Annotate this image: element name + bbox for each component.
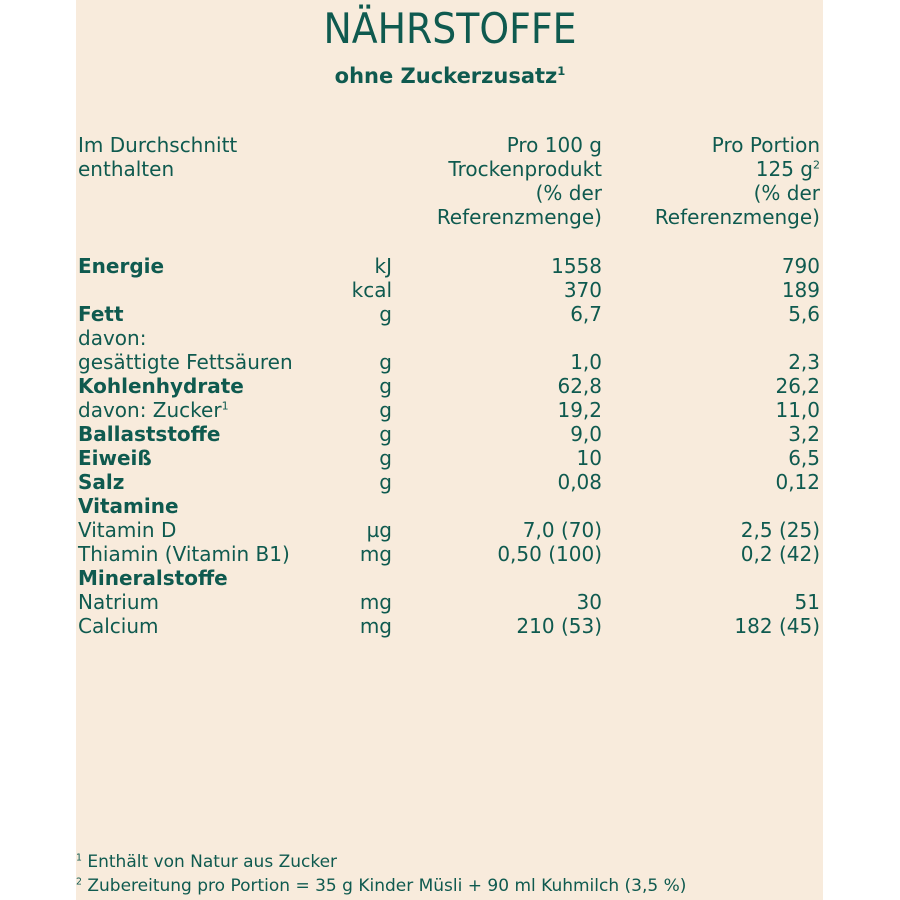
- row-label: [78, 374, 244, 398]
- table-row: [0, 302, 900, 326]
- row-label-text: Vitamine: [78, 494, 179, 518]
- row-label: [78, 494, 179, 518]
- row-unit: kcal: [351, 278, 392, 302]
- row-label-text: Mineralstoffe: [78, 566, 228, 590]
- row-unit: kJ: [374, 254, 392, 278]
- row-label-text: davon: Zucker: [78, 398, 222, 422]
- row-unit: µg: [366, 518, 392, 542]
- row-label: [78, 254, 164, 278]
- row-label: [78, 614, 159, 638]
- row-unit: g: [379, 374, 392, 398]
- row-unit: mg: [359, 542, 392, 566]
- row-label: [78, 590, 159, 614]
- row-label: [78, 566, 228, 590]
- table-row: [0, 326, 900, 350]
- row-label: [78, 518, 176, 542]
- row-value-per-100g: 370: [563, 278, 602, 302]
- table-row: [0, 374, 900, 398]
- header-label-line1: Im Durchschnitt: [78, 133, 238, 157]
- header-col2-line2: [600, 157, 820, 181]
- row-value-per-100g: 1,0: [570, 350, 602, 374]
- row-label-text: Fett: [78, 302, 124, 326]
- table-row: [0, 542, 900, 566]
- row-value-per-100g: 0,50 (100): [497, 542, 602, 566]
- table-row: [0, 446, 900, 470]
- footnote-2: [76, 875, 686, 897]
- row-label-text: gesättigte Fettsäuren: [78, 350, 293, 374]
- row-unit: mg: [359, 614, 392, 638]
- table-row: [0, 614, 900, 638]
- row-unit: g: [379, 350, 392, 374]
- footnote-1: [76, 851, 337, 873]
- row-label-text: Kohlenhydrate: [78, 374, 244, 398]
- footnote-text: Zubereitung pro Portion = 35 g Kinder Müsli + 90 ml Kuhmilch (3,5 %): [87, 876, 687, 896]
- table-row: [0, 518, 900, 542]
- row-value-per-portion: 26,2: [775, 374, 820, 398]
- row-label: [78, 326, 146, 350]
- row-unit: g: [379, 398, 392, 422]
- table-row: [0, 278, 900, 302]
- row-unit: g: [379, 302, 392, 326]
- header-label: [78, 133, 378, 181]
- header-col2-footnote-mark: 2: [813, 158, 820, 172]
- row-value-per-portion: 0,12: [775, 470, 820, 494]
- subtitle: [0, 64, 900, 88]
- row-value-per-portion: 51: [794, 590, 820, 614]
- page-title: NÄHRSTOFFE: [323, 4, 577, 53]
- row-label: [78, 350, 293, 374]
- row-label: [78, 302, 124, 326]
- row-label: [78, 542, 290, 566]
- header-col1-line2: Trockenprodukt: [448, 157, 602, 181]
- table-row: [0, 470, 900, 494]
- row-value-per-portion: 2,5 (25): [740, 518, 820, 542]
- header-col2-line4: Referenzmenge): [654, 205, 820, 229]
- subtitle-text: ohne Zuckerzusatz: [334, 64, 558, 88]
- header-label-line2: enthalten: [78, 157, 175, 181]
- row-label-text: Energie: [78, 254, 165, 278]
- row-label-text: Salz: [78, 470, 125, 494]
- header-col2-line1: Pro Portion: [711, 133, 820, 157]
- row-label-text: Calcium: [78, 614, 159, 638]
- row-value-per-100g: 6,7: [570, 302, 602, 326]
- row-label-text: Natrium: [78, 590, 159, 614]
- row-value-per-100g: 210 (53): [516, 614, 602, 638]
- row-value-per-portion: 189: [781, 278, 820, 302]
- row-value-per-100g: 7,0 (70): [522, 518, 602, 542]
- subtitle-footnote-mark: 1: [557, 64, 566, 78]
- row-unit: g: [379, 446, 392, 470]
- row-value-per-100g: 0,08: [557, 470, 602, 494]
- row-label-text: Thiamin (Vitamin B1): [78, 542, 290, 566]
- footnote-mark: 1: [76, 852, 82, 864]
- row-value-per-portion: 182 (45): [734, 614, 820, 638]
- row-label: [78, 398, 229, 422]
- header-per-portion: [600, 133, 820, 229]
- row-value-per-portion: 6,5: [788, 446, 820, 470]
- row-value-per-100g: 30: [576, 590, 602, 614]
- row-value-per-100g: 10: [576, 446, 602, 470]
- table-row: [0, 254, 900, 278]
- row-label-text: Eiweiß: [78, 446, 152, 470]
- table-row: [0, 590, 900, 614]
- row-label: [78, 446, 152, 470]
- row-label-text: Ballaststoffe: [78, 422, 221, 446]
- row-value-per-portion: 790: [781, 254, 820, 278]
- row-value-per-100g: 1558: [551, 254, 602, 278]
- row-unit: g: [379, 470, 392, 494]
- header-col2-line2-text: 125 g: [755, 157, 813, 181]
- header-col1-line3: (% der: [535, 181, 602, 205]
- row-label-text: davon:: [78, 326, 147, 350]
- row-value-per-portion: 3,2: [788, 422, 820, 446]
- row-label: [78, 422, 220, 446]
- table-row: [0, 398, 900, 422]
- header-col1-line1: Pro 100 g: [506, 133, 602, 157]
- table-row: [0, 350, 900, 374]
- footnote-text: Enthält von Natur aus Zucker: [87, 852, 338, 872]
- table-row: [0, 494, 900, 518]
- row-value-per-100g: 19,2: [557, 398, 602, 422]
- header-col2-line3: (% der: [753, 181, 820, 205]
- row-value-per-portion: 11,0: [775, 398, 820, 422]
- row-label-text: Vitamin D: [78, 518, 177, 542]
- table-row: [0, 422, 900, 446]
- row-value-per-portion: 0,2 (42): [740, 542, 820, 566]
- table-row: [0, 566, 900, 590]
- footnote-mark: 2: [76, 876, 82, 888]
- row-unit: g: [379, 422, 392, 446]
- header-col1-line4: Referenzmenge): [436, 205, 602, 229]
- row-unit: mg: [359, 590, 392, 614]
- row-label: [78, 470, 124, 494]
- row-value-per-portion: 5,6: [788, 302, 820, 326]
- row-value-per-100g: 62,8: [557, 374, 602, 398]
- header-per-100g: [380, 133, 602, 229]
- row-footnote-mark: 1: [221, 399, 229, 413]
- row-value-per-portion: 2,3: [788, 350, 820, 374]
- row-value-per-100g: 9,0: [570, 422, 602, 446]
